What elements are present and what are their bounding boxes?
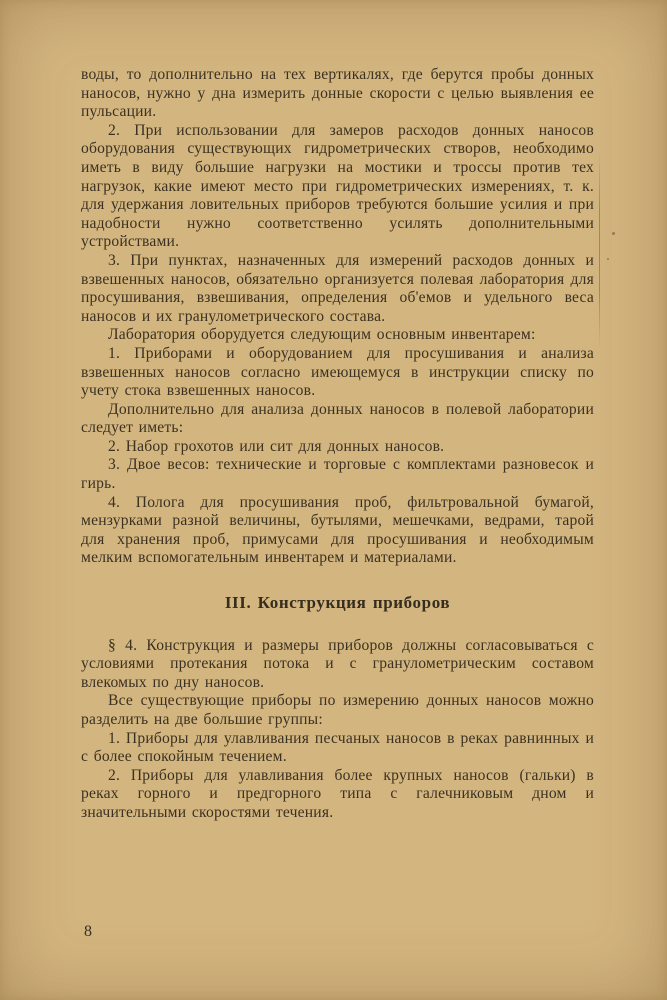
paragraph-groups-intro: Все существующие приборы по измерению донных наносов можно разделить на две большие группы: <box>81 692 594 728</box>
paragraph-item-2: 2. При использовании для замеров расходов донных наносов оборудования существующих гидрометрических створов, необходимо иметь в виду большие нагрузки на мостики и троссы против тех нагрузок, какие имеют место при гидрометрических измерениях, т. к. для удержания ловительных приборов требуются большие усилия и при надобности нужно соответственно усилять дополнительными устройствами. <box>81 121 594 251</box>
paragraph-group-2: 2. Приборы для улавливания более крупных наносов (гальки) в реках горного и предгорного типа с галечниковым дном и значительными скоростями течения. <box>81 766 594 821</box>
paragraph-continuation: воды, то дополнительно на тех вертикалях, где берутся пробы донных наносов, нужно у дна измерить донные скорости с целью выявления ее пульсации. <box>81 66 594 121</box>
paragraph-equip-2: 2. Набор грохотов или сит для донных наносов. <box>108 437 445 455</box>
paragraph-section4: § 4. Конструкция и размеры приборов должны согласовываться с условиями протекания потока и с гранулометрическим составом влекомых по дну наносов. <box>81 636 594 691</box>
paragraph-lab-intro: Лаборатория оборудуется следующим основным инвентарем: <box>108 326 536 344</box>
paper-speck <box>612 232 615 235</box>
paper-speck <box>607 258 609 260</box>
paragraph-equip-1: 1. Приборами и оборудованием для просушивания и анализа взвешенных наносов согласно имеющемуся в инструкции списку по учету стока взвешенных наносов. <box>81 344 594 400</box>
paper-crease <box>599 150 600 350</box>
paragraph-additional: Дополнительно для анализа донных наносов в полевой лаборатории следует иметь: <box>81 400 594 437</box>
paragraph-equip-4: 4. Полога для просушивания проб, фильтровальной бумагой, мензурками разной величины, бутылями, мешечками, ведрами, тарой для хранения проб, примусами для просушивания и необходимым мелким вспомогательным инвентарем и материалами. <box>81 493 594 567</box>
paragraph-equip-3: 3. Двое весов: технические и торговые с комплектами разновесок и гирь. <box>81 456 594 493</box>
paragraph-item-3: 3. При пунктах, назначенных для измерений расходов донных и взвешенных наносов, обязательно организуется полевая лаборатория для просушивания, взвешивания, определения об'емов и удельного веса наносов и их гранулометрического состава. <box>81 251 594 325</box>
section-heading: III. Конструкция приборов <box>224 593 451 613</box>
page-text-block <box>81 66 594 823</box>
paragraph-group-1: 1. Приборы для улавливания песчаных наносов в реках равнинных и с более спокойным течением. <box>81 729 594 766</box>
page-number: 8 <box>84 923 92 940</box>
